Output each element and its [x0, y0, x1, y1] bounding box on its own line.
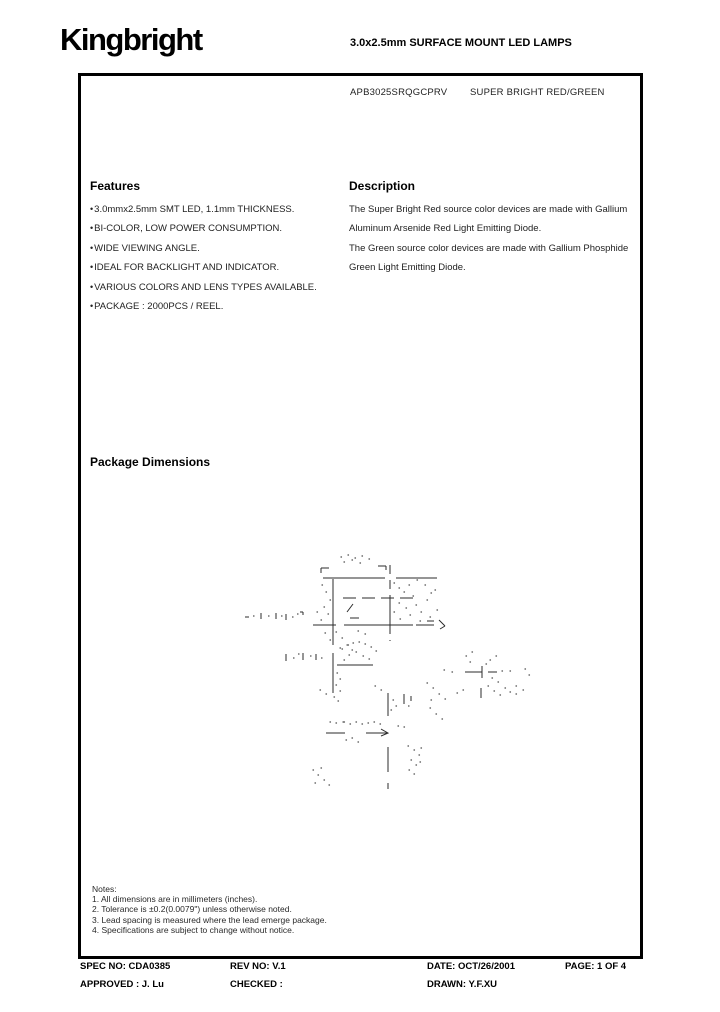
feature-item: • BI-COLOR, LOW POWER CONSUMPTION.: [90, 219, 340, 238]
footer-page: PAGE: 1 OF 4: [565, 961, 627, 972]
description-line: The Super Bright Red source color devices are made with Gallium: [349, 204, 628, 215]
feature-item: • IDEAL FOR BACKLIGHT AND INDICATOR.: [90, 258, 340, 277]
footer-date: DATE: OCT/26/2001: [427, 961, 515, 972]
feature-item: • WIDE VIEWING ANGLE.: [90, 239, 340, 258]
note-item: 4. Specifications are subject to change without notice.: [92, 924, 295, 935]
part-color-label: SUPER BRIGHT RED/GREEN: [470, 87, 605, 98]
scan-noise-dots: [317, 555, 438, 650]
package-dimensions-drawing: [230, 540, 560, 810]
scan-noise-dots: [334, 642, 530, 701]
page-title: 3.0x2.5mm SURFACE MOUNT LED LAMPS: [350, 37, 572, 49]
footer-drawn: DRAWN: Y.F.XU: [427, 979, 498, 990]
kingbright-logo: Kingbright: [60, 22, 202, 57]
footer-rev-no: REV NO: V.1: [230, 961, 286, 972]
feature-item: • VARIOUS COLORS AND LENS TYPES AVAILABLE.: [90, 278, 340, 297]
feature-item: • PACKAGE : 2000PCS / REEL.: [90, 297, 340, 316]
note-item: 2. Tolerance is ±0.2(0.0079") unless otherwise noted.: [92, 904, 292, 915]
description-heading: Description: [349, 179, 416, 193]
footer-spec-no: SPEC NO: CDA0385: [80, 961, 171, 972]
features-heading: Features: [90, 179, 141, 193]
description-line: Green Light Emitting Diode.: [349, 262, 466, 274]
description-text: [349, 200, 639, 278]
features-list: [90, 200, 340, 316]
note-item: 3. Lead spacing is measured where the lead emerge package.: [92, 914, 327, 925]
description-line: Aluminum Arsenide Red Light Emitting Diode.: [349, 223, 542, 235]
footer-approved: APPROVED : J. Lu: [80, 979, 164, 990]
scan-noise-dots: [313, 686, 443, 785]
description-line: The Green source color devices are made with Gallium Phosphide: [349, 242, 629, 254]
feature-item: • 3.0mmx2.5mm SMT LED, 1.1mm THICKNESS.: [90, 200, 340, 219]
note-item: 1. All dimensions are in millimeters (inches).: [92, 894, 258, 905]
notes-block: [92, 884, 432, 935]
package-dimensions-heading: Package Dimensions: [90, 455, 211, 469]
notes-heading: Notes:: [92, 884, 117, 894]
part-number: APB3025SRQGCPRV: [350, 87, 448, 98]
footer-checked: CHECKED :: [230, 979, 283, 990]
